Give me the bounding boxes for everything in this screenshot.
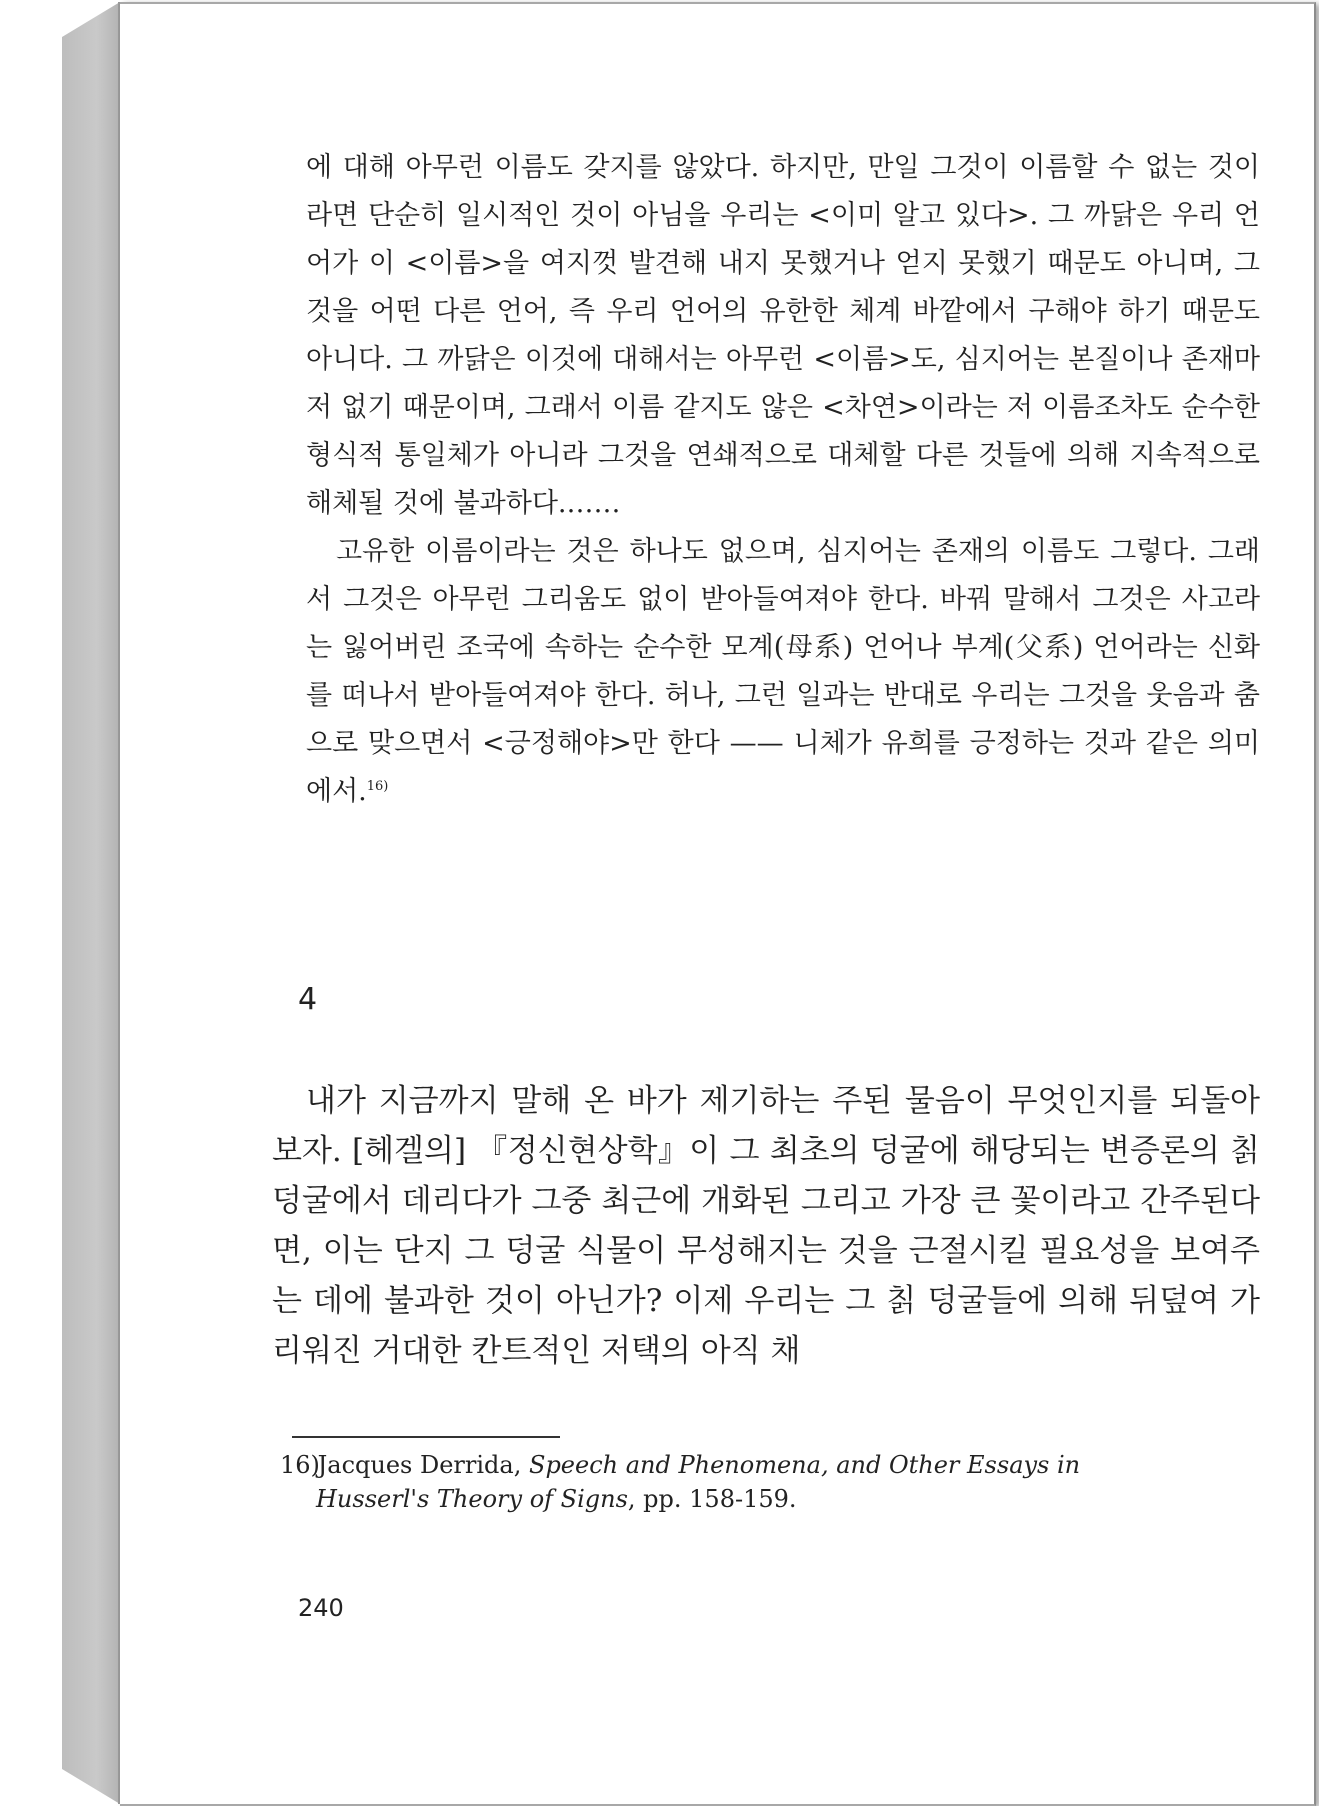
footnote-pages: , pp. 158-159. <box>627 1485 797 1513</box>
book-page <box>120 2 1316 1806</box>
footnote-title-part-1: Speech and Phenomena, and Other Essays in <box>529 1451 1081 1479</box>
footnote-reference: 16) <box>366 779 389 794</box>
book-spine <box>62 2 120 1804</box>
footnote-line-2 <box>280 1482 1260 1516</box>
footnote <box>280 1448 1260 1516</box>
quote-paragraph-2 <box>306 528 1260 816</box>
footnote-line-1 <box>280 1448 1260 1482</box>
quote-paragraph-2-text: 고유한 이름이라는 것은 하나도 없으며, 심지어는 존재의 이름도 그렇다. 그래서 그것은 아무런 그리움도 없이 받아들여져야 한다. 바꿔 말해서 그것은 사고라는 잃어버린 조국에 속하는 순수한 모계(母系) 언어나 부계(父系) 언어라는 신화를 떠나서 받아들여져야 한다. 허나, 그런 일과는 반대로 우리는 그것을 웃음과 춤으로 맞으면서 <긍정해야>만 한다 —— 니체가 유희를 긍정하는 것과 같은 의미에서. <box>306 536 1260 807</box>
footnote-author: Jacques Derrida, <box>317 1451 522 1479</box>
block-quote <box>306 144 1260 816</box>
footnote-body <box>318 1451 1081 1479</box>
section-body-text: 내가 지금까지 말해 온 바가 제기하는 주된 물음이 무엇인지를 되돌아보자. [헤겔의] 『정신현상학』이 그 최초의 덩굴에 해당되는 변증론의 칡 덩굴에서 데리다가 그중 최근에 개화된 그리고 가장 큰 꽃이라고 간주된다면, 이는 단지 그 덩굴 식물이 무성해지는 것을 근절시킬 필요성을 보여주는 데에 불과한 것이 아닌가? 이제 우리는 그 칡 덩굴들에 의해 뒤덮여 가리워진 거대한 칸트적인 저택의 아직 채 <box>272 1083 1260 1369</box>
section-number: 4 <box>298 982 318 1017</box>
quote-paragraph-1: 에 대해 아무런 이름도 갖지를 않았다. 하지만, 만일 그것이 이름할 수 없는 것이라면 단순히 일시적인 것이 아님을 우리는 <이미 알고 있다>. 그 까닭은 우리 언어가 이 <이름>을 여지껏 발견해 내지 못했거나 얻지 못했기 때문도 아니며, 그것을 어떤 다른 언어, 즉 우리 언어의 유한한 체계 바깥에서 구해야 하기 때문도 아니다. 그 까닭은 이것에 대해서는 아무런 <이름>도, 심지어는 본질이나 존재마저 없기 때문이며, 그래서 이름 같지도 않은 <차연>이라는 저 이름조차도 순수한 형식적 통일체가 아니라 그것을 연쇄적으로 대체할 다른 것들에 의해 지속적으로 해체될 것에 불과하다.…… <box>306 152 1260 519</box>
page-number: 240 <box>298 1594 344 1622</box>
footnote-title-part-2: Husserl's Theory of Signs <box>316 1485 628 1513</box>
footnote-number: 16) <box>280 1451 320 1479</box>
footnote-divider <box>292 1436 560 1438</box>
